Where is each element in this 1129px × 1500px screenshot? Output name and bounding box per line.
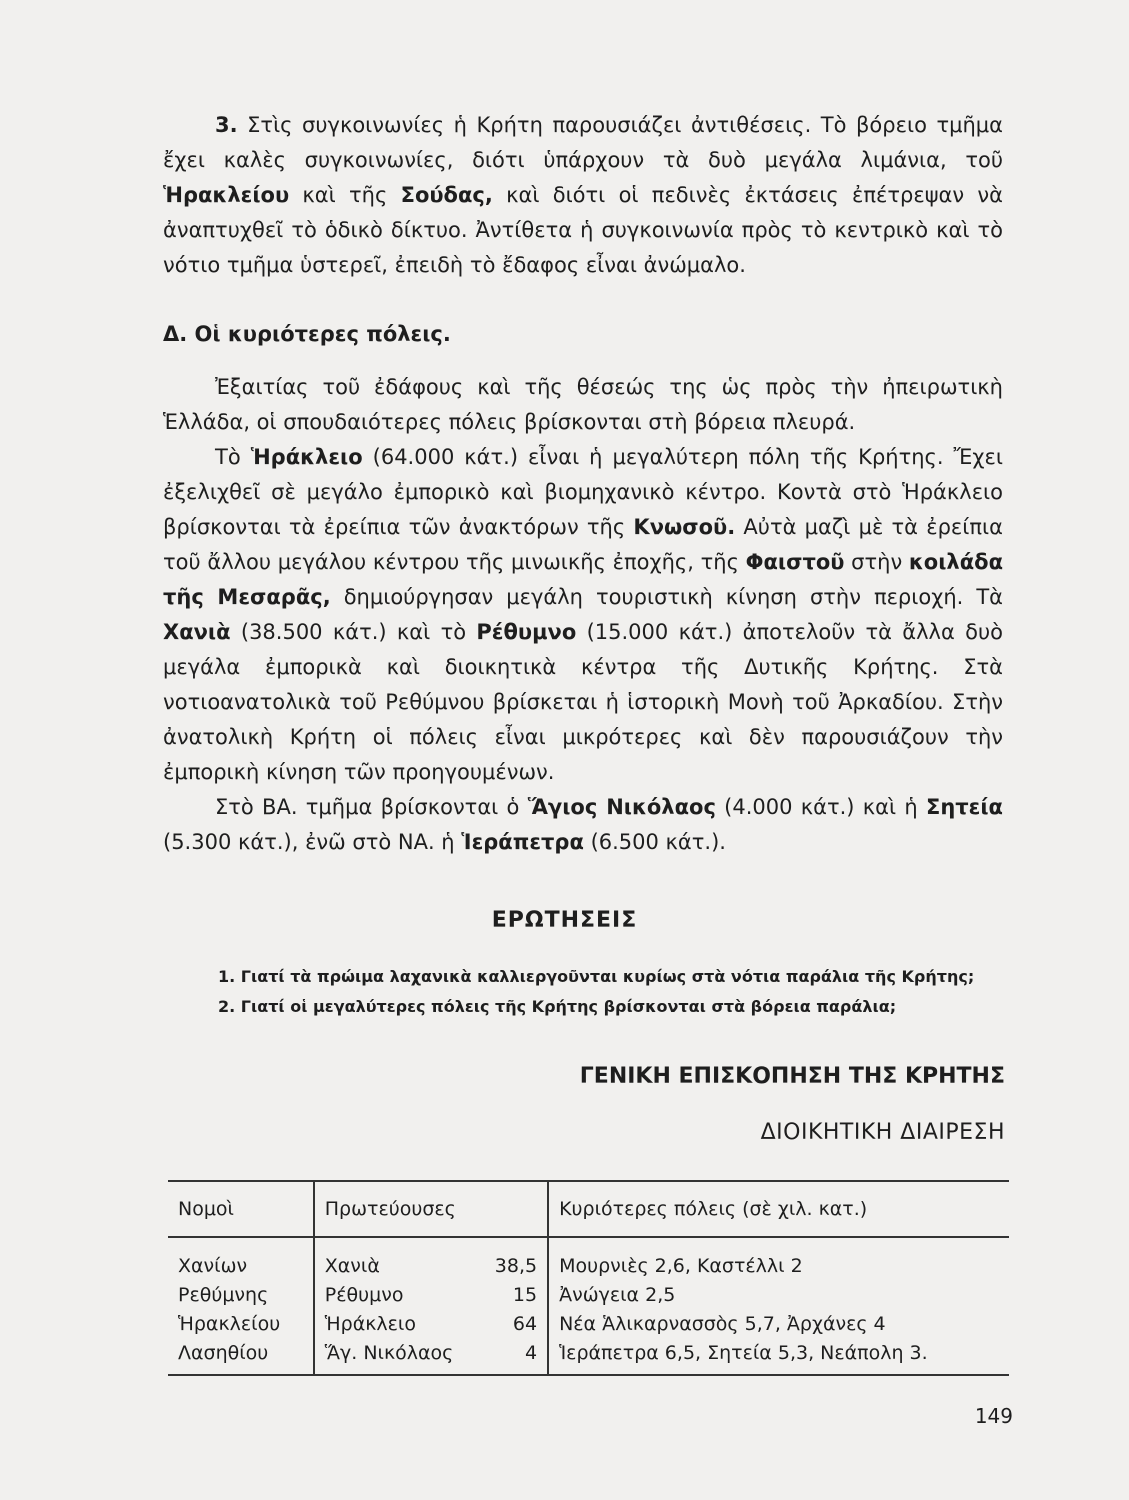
table-row [168, 1281, 1009, 1310]
cities-paragraph-3 [163, 790, 1003, 860]
cities-paragraph-2 [163, 440, 1003, 790]
bold-term: Ἱεράπετρα [461, 830, 584, 854]
bold-term: Ἅγιος Νικόλαος [527, 795, 716, 819]
cities-paragraph-1: Ἐξαιτίας τοῦ ἐδάφους καὶ τῆς θέσεώς της ὡς πρὸς τὴν ἠπειρωτικὴ Ἑλλάδα, οἱ σπουδαιότερες πόλεις βρίσκονται στὴ βόρεια πλευρά. [163, 375, 1003, 434]
text-run: (38.500 κάτ.) καὶ τὸ [230, 620, 477, 644]
table-row [168, 1339, 1009, 1375]
text-run: Τὸ [215, 445, 251, 469]
text-run: (64.000 κάτ.) εἶναι ἡ μεγαλύτερη πόλη τῆς Κρήτης. Ἔχει ἐξελιχθεῖ σὲ μεγάλο ἐμπορικὸ καὶ βιομηχανικὸ κέντρο. Κοντὰ στὸ Ἡράκλειο βρίσκονται τὰ ἐρείπια τῶν ἀνακτόρων τῆς [163, 445, 1003, 539]
text-run: καὶ διότι οἱ πεδινὲς ἐκτάσεις ἐπέτρεψαν νὰ ἀναπτυχθεῖ τὸ ὁδικὸ δίκτυο. Ἀντίθετα ἡ συγκοινωνία πρὸς τὸ κεντρικὸ καὶ τὸ νότιο τμῆμα ὑστερεῖ, ἐπειδὴ τὸ ἔδαφος εἶναι ἀνώμαλο. [163, 183, 1003, 277]
prefecture-cell: Ἡρακλείου [178, 1313, 281, 1335]
header-main-towns: Κυριότερες πόλεις (σὲ χιλ. κατ.) [548, 1181, 1009, 1237]
section-number: 3. [215, 113, 238, 137]
table-row [168, 1310, 1009, 1339]
population-cell: 38,5 [494, 1255, 538, 1277]
section-d-heading: Δ. Οἱ κυριότερες πόλεις. [163, 322, 451, 346]
admin-division-table [168, 1180, 1009, 1376]
text-run: (15.000 κάτ.) ἀποτελοῦν τὰ ἄλλα δυὸ μεγάλα ἐμπορικὰ καὶ διοικητικὰ κέντρα τῆς Δυτικῆς Κρήτης. Στὰ νοτιοανατολικὰ τοῦ Ρεθύμνου βρίσκεται ἡ ἱστορικὴ Μονὴ τοῦ Ἀρκαδίου. Στὴν ἀνατολικὴ Κρήτη οἱ πόλεις εἶναι μικρότερες καὶ δὲν παρουσιάζουν τὴν ἐμπορικὴ κίνηση τῶν προηγουμένων. [163, 620, 1003, 784]
bold-term: Κνωσοῦ. [633, 515, 736, 539]
text-run: δημιούργησαν μεγάλη τουριστικὴ κίνηση στὴν περιοχή. Τὰ [330, 585, 1004, 609]
bold-term: Ἡρακλείου [163, 183, 290, 207]
bold-term: Χανιὰ [163, 620, 231, 644]
bold-term: κοιλάδα τῆς Μεσαρᾶς, [163, 550, 1003, 609]
population-cell: 64 [512, 1313, 538, 1335]
capital-cell: Ρέθυμνο [314, 1281, 485, 1310]
towns-cell: Μουρνιὲς 2,6, Καστέλλι 2 [548, 1237, 1009, 1281]
table-header-row [168, 1181, 1009, 1237]
bold-term: Σούδας, [400, 183, 493, 207]
towns-cell: Ἱεράπετρα 6,5, Σητεία 5,3, Νεάπολη 3. [548, 1339, 1009, 1375]
text-run: Στὶς συγκοινωνίες ἡ Κρήτη παρουσιάζει ἀντιθέσεις. Τὸ βόρειο τμῆμα ἔχει καλὲς συγκοινωνίες, διότι ὑπάρχουν τὰ δυὸ μεγάλα λιμάνια, τοῦ [163, 113, 1003, 172]
cities-section [163, 370, 1003, 860]
capital-cell: Ἅγ. Νικόλαος [314, 1339, 485, 1375]
population-cell: 4 [485, 1339, 548, 1375]
text-run: (4.000 κάτ.) καὶ ἡ [715, 795, 926, 819]
header-prefectures: Νομοὶ [168, 1181, 314, 1237]
prefecture-cell: Λασηθίου [168, 1339, 314, 1375]
prefecture-cell: Χανίων [178, 1255, 248, 1277]
bold-term: Σητεία [925, 795, 1003, 819]
text-run: (5.300 κάτ.), ἐνῶ στὸ ΝΑ. ἡ [163, 830, 462, 854]
question-item: 1. Γιατί τὰ πρώιμα λαχανικὰ καλλιεργοῦνται κυρίως στὰ νότια παράλια τῆς Κρήτης; [218, 967, 975, 986]
questions-list [218, 962, 1018, 1022]
towns-cell: Νέα Ἁλικαρνασσὸς 5,7, Ἀρχάνες 4 [548, 1310, 1009, 1339]
table-row [168, 1237, 1009, 1281]
text-run: Στὸ ΒΑ. τμῆμα βρίσκονται ὁ [215, 795, 528, 819]
admin-division-title: ΔΙΟΙΚΗΤΙΚΗ ΔΙΑΙΡΕΣΗ [760, 1120, 1005, 1145]
questions-title: ΕΡΩΤΗΣΕΙΣ [491, 908, 638, 933]
overview-title: ΓΕΝΙΚΗ ΕΠΙΣΚΟΠΗΣΗ ΤΗΣ ΚΡΗΤΗΣ [579, 1064, 1005, 1089]
population-cell: 15 [512, 1284, 538, 1306]
bold-term: Ἡράκλειο [250, 445, 363, 469]
bold-term: Ρέθυμνο [476, 620, 577, 644]
text-run: (6.500 κάτ.). [583, 830, 726, 854]
bold-term: Φαιστοῦ [745, 550, 845, 574]
capital-cell: Ἡράκλειο [314, 1310, 485, 1339]
text-run: στὴν [844, 550, 909, 574]
section-3-paragraph [163, 108, 1003, 283]
text-run: καὶ τῆς [289, 183, 401, 207]
question-item: 2. Γιατί οἱ μεγαλύτερες πόλεις τῆς Κρήτης βρίσκονται στὰ βόρεια παράλια; [218, 997, 897, 1016]
towns-cell: Ἀνώγεια 2,5 [548, 1281, 1009, 1310]
capital-cell: Χανιὰ [314, 1237, 485, 1281]
page-number: 149 [974, 1404, 1013, 1428]
text-run: Αὐτὰ μαζὶ μὲ τὰ ἐρείπια τοῦ ἄλλου μεγάλου κέντρου τῆς μινωικῆς ἐποχῆς, τῆς [163, 515, 1003, 574]
prefecture-cell: Ρεθύμνης [178, 1284, 269, 1306]
header-capitals: Πρωτεύουσες [314, 1181, 548, 1237]
section-3 [163, 108, 1003, 283]
